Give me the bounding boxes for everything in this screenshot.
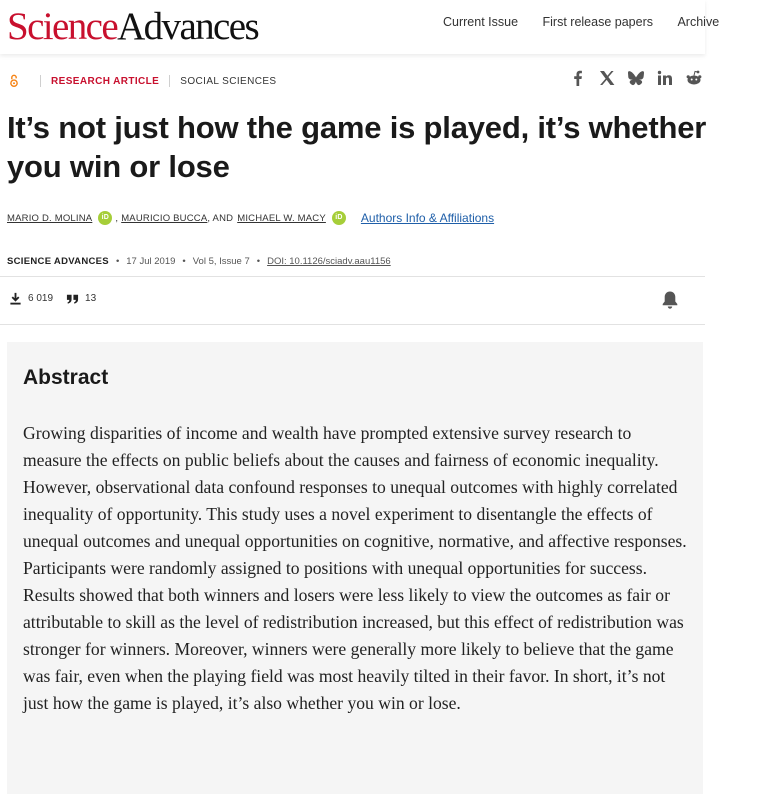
downloads-count: 6 019 bbox=[28, 293, 54, 304]
abstract-text: Growing disparities of income and wealth have prompted extensive survey research to measure the effects on public beliefs about the causes and fairness of economic inequality. However, observational data confound responses to unequal outcomes with highly correlated inequality of opportunity. This study uses a novel experiment to disentangle the effects of unequal outcomes and unequal opportunities on cognitive, normative, and affective responses. Participants were randomly assigned to positions with unequal opportunities for success. Results showed that both winners and losers were less likely to view the outcomes as fair or attributable to skill as the level of redistribution increased, but this effect of redistribution was stronger for winners. Moreover, winners were generally more likely to believe that the game was fair, even when the playing field was most heavily tilted in their favor. In short, it’s not just how the game is played, it’s also whether you win or lose. bbox=[23, 423, 687, 713]
authors-info-link[interactable]: Authors Info & Affiliations bbox=[360, 211, 495, 225]
orcid-icon[interactable]: iD bbox=[98, 211, 112, 225]
article-type[interactable]: RESEARCH ARTICLE bbox=[51, 75, 160, 87]
bullet: • bbox=[256, 256, 261, 267]
reddit-icon[interactable] bbox=[686, 70, 702, 86]
publication-date: 17 Jul 2019 bbox=[126, 256, 176, 267]
article-title: It’s not just how the game is played, it’s whether you win or lose bbox=[7, 110, 707, 184]
nav-first-release[interactable]: First release papers bbox=[542, 15, 653, 29]
linkedin-icon[interactable] bbox=[657, 70, 673, 86]
downloads-metric[interactable] bbox=[9, 292, 53, 305]
logo-advances: Advances bbox=[117, 5, 259, 48]
nav-current-issue[interactable]: Current Issue bbox=[443, 15, 519, 29]
bluesky-icon[interactable] bbox=[628, 70, 644, 86]
download-icon bbox=[9, 292, 22, 305]
author-link[interactable]: MARIO D. MOLINA bbox=[7, 212, 93, 224]
divider bbox=[40, 75, 41, 87]
divider bbox=[0, 276, 705, 277]
article-meta-bar bbox=[8, 72, 276, 90]
site-header bbox=[0, 0, 720, 54]
journal-name[interactable]: SCIENCE ADVANCES bbox=[7, 256, 109, 267]
abstract-section bbox=[7, 342, 703, 794]
volume-issue[interactable]: Vol 5, Issue 7 bbox=[192, 256, 250, 267]
author-link[interactable]: MICHAEL W. MACY bbox=[237, 212, 326, 224]
divider bbox=[0, 324, 705, 325]
author-link[interactable]: MAURICIO BUCCA bbox=[121, 212, 208, 224]
bullet: • bbox=[182, 256, 186, 267]
article-subject[interactable]: SOCIAL SCIENCES bbox=[180, 75, 277, 87]
doi-link[interactable]: DOI: 10.1126/sciadv.aau1156 bbox=[267, 256, 391, 267]
main-nav bbox=[443, 15, 740, 29]
facebook-icon[interactable] bbox=[570, 70, 586, 86]
author-separator: , bbox=[115, 212, 119, 224]
site-logo[interactable] bbox=[7, 4, 258, 50]
abstract-heading: Abstract bbox=[23, 366, 109, 389]
logo-science: Science bbox=[7, 5, 118, 48]
nav-archive[interactable]: Archive bbox=[677, 15, 720, 29]
author-list bbox=[7, 211, 494, 225]
x-icon[interactable] bbox=[599, 70, 615, 86]
orcid-icon[interactable]: iD bbox=[332, 211, 346, 225]
author-separator: , AND bbox=[207, 212, 234, 224]
share-bar bbox=[570, 70, 702, 86]
bell-icon[interactable] bbox=[661, 290, 679, 310]
publication-info bbox=[7, 256, 391, 267]
citations-metric[interactable] bbox=[66, 292, 96, 305]
bullet: • bbox=[115, 256, 120, 267]
article-metrics bbox=[9, 292, 109, 305]
open-access-icon bbox=[8, 74, 20, 88]
citations-count: 13 bbox=[85, 293, 97, 304]
divider bbox=[169, 75, 170, 87]
quote-icon bbox=[66, 292, 79, 305]
